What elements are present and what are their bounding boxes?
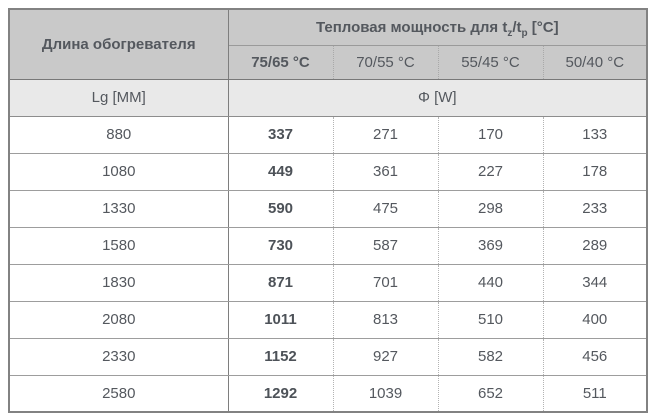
table-row <box>9 190 647 227</box>
table-row <box>9 153 647 190</box>
power-cell: 652 <box>438 375 543 412</box>
table-row <box>9 338 647 375</box>
thermal-power-header-text: Тепловая мощность для t <box>315 18 508 36</box>
power-cell: 813 <box>333 301 438 338</box>
power-cell: 475 <box>333 190 438 227</box>
length-cell: 1330 <box>9 190 228 227</box>
thermal-power-header-unit: [°C] <box>527 18 559 36</box>
power-cell: 590 <box>228 190 333 227</box>
power-cell: 871 <box>228 264 333 301</box>
power-cell: 440 <box>438 264 543 301</box>
power-cell: 1039 <box>333 375 438 412</box>
temp-column-70-55: 70/55 °C <box>333 45 438 79</box>
power-cell: 271 <box>333 116 438 153</box>
length-cell: 1080 <box>9 153 228 190</box>
power-cell: 227 <box>438 153 543 190</box>
power-cell: 1011 <box>228 301 333 338</box>
length-cell: 1580 <box>9 227 228 264</box>
temp-column-55-45: 55/45 °C <box>438 45 543 79</box>
length-cell: 1830 <box>9 264 228 301</box>
return-temp-subscript: p <box>521 27 528 39</box>
temp-column-50-40: 50/40 °C <box>543 45 647 79</box>
length-cell: 880 <box>9 116 228 153</box>
table-row <box>9 375 647 412</box>
power-cell: 701 <box>333 264 438 301</box>
power-unit-label: Φ [W] <box>228 79 647 116</box>
power-cell: 289 <box>543 227 647 264</box>
power-cell: 133 <box>543 116 647 153</box>
heater-length-header: Длина обогревателя <box>9 9 228 79</box>
temp-column-75-65: 75/65 °C <box>228 45 333 79</box>
power-cell: 730 <box>228 227 333 264</box>
power-cell: 449 <box>228 153 333 190</box>
power-cell: 170 <box>438 116 543 153</box>
power-cell: 456 <box>543 338 647 375</box>
power-cell: 369 <box>438 227 543 264</box>
power-cell: 927 <box>333 338 438 375</box>
table-row <box>9 301 647 338</box>
table-row <box>9 264 647 301</box>
power-cell: 337 <box>228 116 333 153</box>
power-cell: 361 <box>333 153 438 190</box>
power-cell: 400 <box>543 301 647 338</box>
length-cell: 2080 <box>9 301 228 338</box>
power-cell: 582 <box>438 338 543 375</box>
length-cell: 2330 <box>9 338 228 375</box>
power-cell: 344 <box>543 264 647 301</box>
power-cell: 1292 <box>228 375 333 412</box>
table-row <box>9 227 647 264</box>
table-row <box>9 116 647 153</box>
thermal-power-header <box>228 9 647 45</box>
supply-temp-subscript: z <box>507 27 513 39</box>
length-cell: 2580 <box>9 375 228 412</box>
power-cell: 233 <box>543 190 647 227</box>
thermal-power-header-mid: /t <box>512 18 522 36</box>
power-cell: 510 <box>438 301 543 338</box>
power-cell: 1152 <box>228 338 333 375</box>
power-cell: 511 <box>543 375 647 412</box>
power-cell: 178 <box>543 153 647 190</box>
power-cell: 587 <box>333 227 438 264</box>
power-cell: 298 <box>438 190 543 227</box>
heater-power-table <box>8 8 648 413</box>
length-unit-label: Lg [MM] <box>9 79 228 116</box>
